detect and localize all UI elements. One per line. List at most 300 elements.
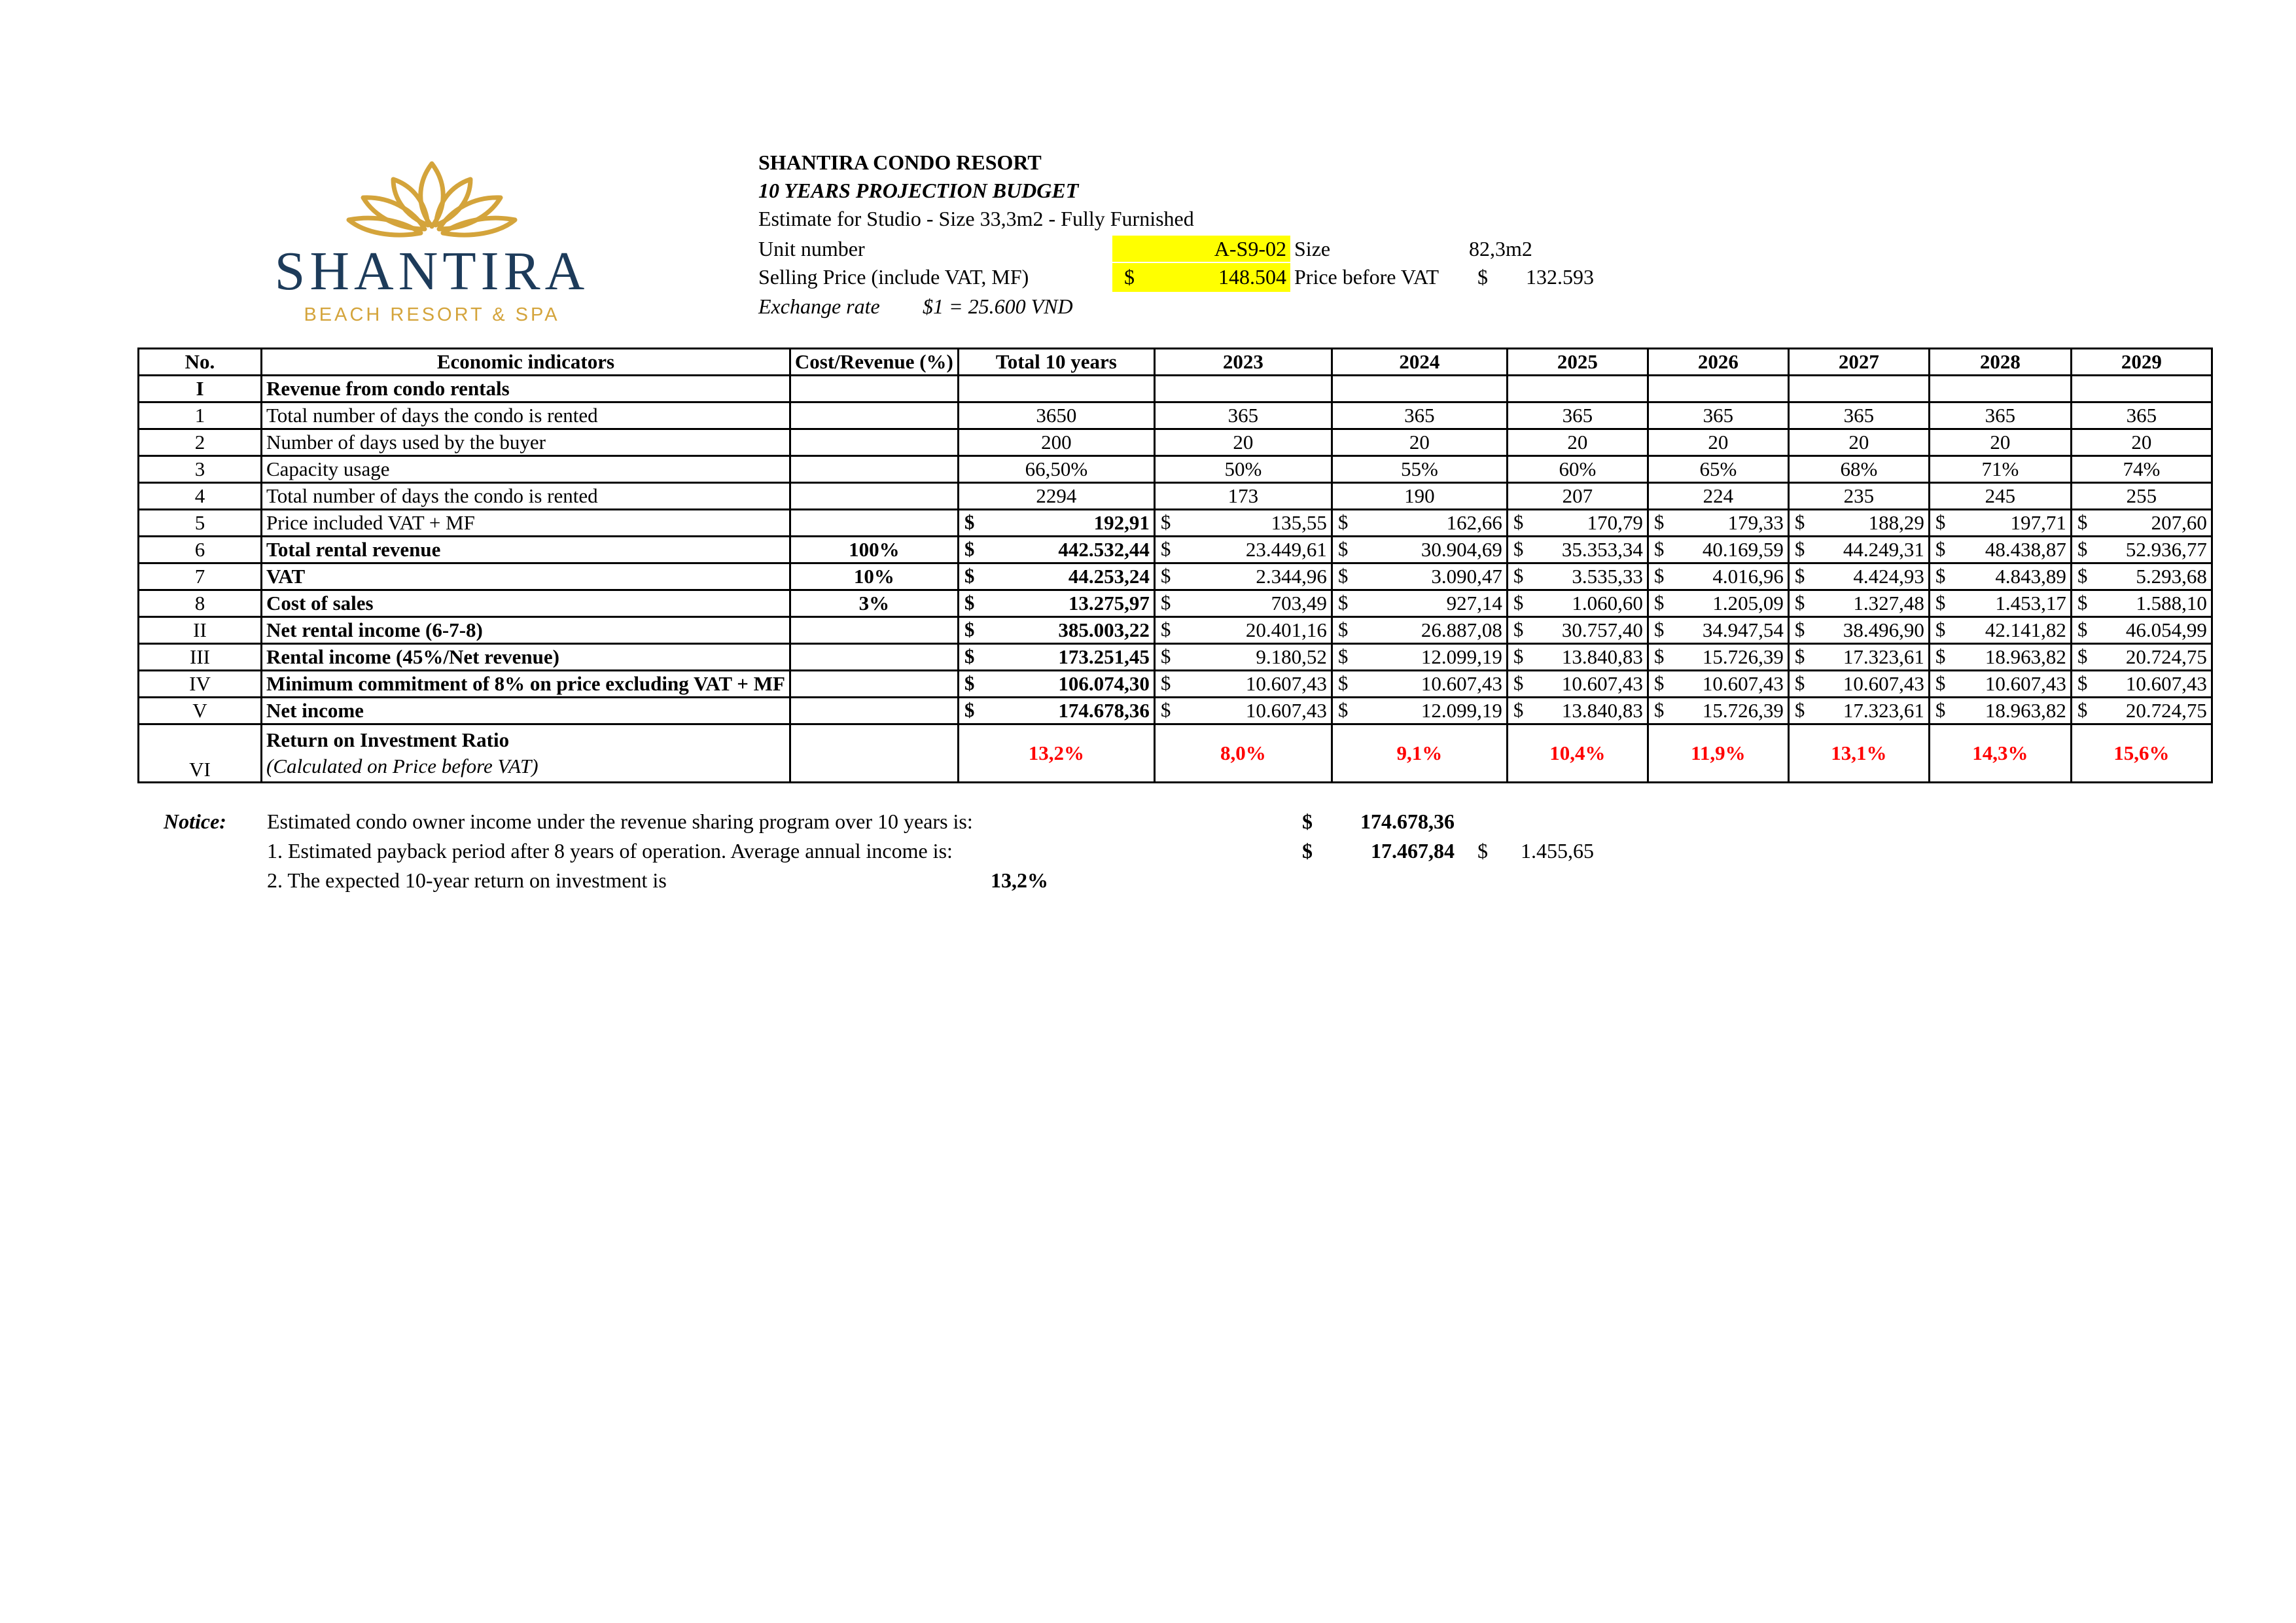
row-year-2029 [2071,644,2212,671]
row-year-2023 [1154,671,1332,698]
row-year-2026: 365 [1648,402,1788,429]
empty-cell [1929,376,2071,402]
row-year-2025 [1507,510,1648,537]
row-pct [790,644,958,671]
currency-symbol: $ [1513,618,1524,641]
table-row [139,590,2212,617]
currency-symbol: $ [2077,564,2088,587]
amount-value: 44.249,31 [1843,538,1924,561]
estimate-description: Estimate for Studio - Size 33,3m2 - Fully Furnished [758,207,1194,230]
amount-value: 3.535,33 [1572,565,1643,588]
row-year-2026: 224 [1648,483,1788,510]
row-total: 200 [958,429,1154,456]
table-row [139,510,2212,537]
row-total [958,617,1154,644]
currency-symbol: $ [1337,698,1349,721]
row-year-2029 [2071,698,2212,724]
row-year-2026: 11,9% [1648,724,1788,783]
row-year-2026: 20 [1648,429,1788,456]
currency-symbol: $ [1513,564,1524,587]
row-year-2027: 13,1% [1788,724,1929,783]
row-year-2024 [1332,698,1507,724]
currency-symbol: $ [1653,698,1665,721]
amount-value: 17.323,61 [1843,645,1924,668]
unit-value: A-S9-02 [1214,237,1286,260]
notice-monthly-value: 1.455,65 [1521,839,1594,863]
row-year-2029 [2071,590,2212,617]
amount-value: 30.904,69 [1421,538,1502,561]
exchange-rate-value: $1 = 25.600 VND [923,294,1073,318]
row-year-2029: 365 [2071,402,2212,429]
row-year-2029: 255 [2071,483,2212,510]
row-year-2028 [1929,510,2071,537]
amount-value: 5.293,68 [2136,565,2207,588]
row-no: 8 [139,590,262,617]
currency-symbol: $ [1160,671,1171,694]
row-total [958,671,1154,698]
amount-value: 10.607,43 [1561,672,1643,695]
row-year-2023 [1154,537,1332,563]
header-year-2029: 2029 [2071,349,2212,376]
header-no: No. [139,349,262,376]
row-no: 7 [139,563,262,590]
row-year-2028: 71% [1929,456,2071,483]
row-label: Total number of days the condo is rented [262,402,790,429]
size-value: 82,3m2 [1469,237,1532,260]
row-year-2024 [1332,671,1507,698]
currency-symbol: $ [1935,618,1946,641]
currency-symbol: $ [2077,698,2088,721]
row-year-2029: 20 [2071,429,2212,456]
amount-value: 48.438,87 [1985,538,2066,561]
row-year-2025 [1507,671,1648,698]
currency-symbol: $ [1513,537,1524,560]
amount-value: 927,14 [1446,592,1502,615]
currency-symbol: $ [1337,537,1349,560]
currency-symbol: $ [964,645,975,668]
row-total: 66,50% [958,456,1154,483]
amount-value: 44.253,24 [1068,565,1150,588]
row-year-2027: 365 [1788,402,1929,429]
row-year-2029 [2071,617,2212,644]
row-no: V [139,698,262,724]
row-year-2028 [1929,537,2071,563]
row-year-2024: 365 [1332,402,1507,429]
row-total [958,537,1154,563]
row-year-2027 [1788,563,1929,590]
row-year-2024: 9,1% [1332,724,1507,783]
projection-title: 10 YEARS PROJECTION BUDGET [758,179,1079,202]
roi-row [139,724,2212,783]
amount-value: 1.060,60 [1572,592,1643,615]
row-year-2024 [1332,563,1507,590]
row-year-2029 [2071,671,2212,698]
currency-symbol: $ [1160,645,1171,668]
empty-cell [1332,376,1507,402]
row-year-2029 [2071,537,2212,563]
row-no: 1 [139,402,262,429]
row-year-2023: 8,0% [1154,724,1332,783]
notice-line-1: Estimated condo owner income under the revenue sharing program over 10 years is: [267,810,973,833]
row-year-2023 [1154,698,1332,724]
section-row [139,376,2212,402]
currency-symbol: $ [1653,591,1665,614]
currency-symbol: $ [1935,645,1946,668]
amount-value: 20.724,75 [2125,645,2207,668]
row-year-2024 [1332,537,1507,563]
row-total [958,510,1154,537]
header-year-2027: 2027 [1788,349,1929,376]
amount-value: 10.607,43 [1421,672,1502,695]
amount-value: 10.607,43 [1245,699,1327,722]
row-year-2023 [1154,617,1332,644]
row-year-2027 [1788,590,1929,617]
amount-value: 10.607,43 [1843,672,1924,695]
amount-value: 13.840,83 [1561,699,1643,722]
amount-value: 42.141,82 [1985,618,2066,641]
amount-value: 4.016,96 [1712,565,1784,588]
currency-symbol: $ [1513,671,1524,694]
row-year-2026 [1648,617,1788,644]
empty-cell [1507,376,1648,402]
row-label: Capacity usage [262,456,790,483]
currency-symbol: $ [964,564,975,587]
currency-symbol: $ [1794,618,1805,641]
currency-symbol: $ [2077,671,2088,694]
currency-symbol: $ [1794,698,1805,721]
row-pct: 100% [790,537,958,563]
row-year-2023: 50% [1154,456,1332,483]
size-label: Size [1294,237,1331,260]
price-before-vat-label: Price before VAT [1294,265,1439,289]
currency-symbol: $ [1160,537,1171,560]
row-year-2025: 20 [1507,429,1648,456]
notice-line-2: 1. Estimated payback period after 8 years of operation. Average annual income is: [267,839,953,863]
currency-symbol: $ [2077,510,2088,533]
row-label: Number of days used by the buyer [262,429,790,456]
row-year-2023: 173 [1154,483,1332,510]
currency-symbol: $ [1160,564,1171,587]
amount-value: 174.678,36 [1058,699,1150,722]
empty-cell [2071,376,2212,402]
currency-symbol: $ [1513,645,1524,668]
row-year-2025 [1507,698,1648,724]
row-year-2024 [1332,617,1507,644]
currency-symbol: $ [1935,591,1946,614]
amount-value: 3.090,47 [1431,565,1502,588]
roi-label: Return on Investment Ratio [266,728,510,751]
currency-symbol: $ [1337,591,1349,614]
row-pct [790,456,958,483]
header-total: Total 10 years [958,349,1154,376]
row-year-2028 [1929,617,2071,644]
row-year-2028: 14,3% [1929,724,2071,783]
row-year-2023: 20 [1154,429,1332,456]
notice-label: Notice: [164,810,226,833]
amount-value: 10.607,43 [2125,672,2207,695]
row-year-2026: 65% [1648,456,1788,483]
row-year-2025 [1507,563,1648,590]
selling-price-value: 148.504 [1218,265,1286,289]
row-no: I [139,376,262,402]
row-year-2027: 235 [1788,483,1929,510]
row-year-2027 [1788,644,1929,671]
row-year-2023 [1154,644,1332,671]
row-year-2024: 55% [1332,456,1507,483]
row-no: 4 [139,483,262,510]
amount-value: 18.963,82 [1985,699,2066,722]
amount-value: 12.099,19 [1421,645,1502,668]
header-year-2024: 2024 [1332,349,1507,376]
row-year-2025 [1507,617,1648,644]
amount-value: 26.887,08 [1421,618,1502,641]
currency-symbol: $ [1337,618,1349,641]
row-year-2028 [1929,563,2071,590]
notice-line-3-value: 13,2% [991,868,1048,892]
amount-value: 9.180,52 [1256,645,1327,668]
amount-value: 35.353,34 [1561,538,1643,561]
amount-value: 135,55 [1271,511,1327,534]
empty-cell [790,376,958,402]
row-year-2026 [1648,698,1788,724]
row-no: 2 [139,429,262,456]
row-no: 6 [139,537,262,563]
row-pct [790,429,958,456]
currency-symbol: $ [1935,671,1946,694]
table-row [139,563,2212,590]
row-total [958,563,1154,590]
price-before-vat-value: 132.593 [1526,265,1594,289]
price-before-vat-currency: $ [1477,265,1488,289]
amount-value: 442.532,44 [1058,538,1150,561]
row-pct [790,617,958,644]
row-year-2029: 15,6% [2071,724,2212,783]
amount-value: 10.607,43 [1245,672,1327,695]
currency-symbol: $ [1160,698,1171,721]
currency-symbol: $ [1653,671,1665,694]
row-year-2027 [1788,617,1929,644]
row-no: II [139,617,262,644]
currency-symbol: $ [1794,564,1805,587]
amount-value: 34.947,54 [1702,618,1784,641]
row-pct [790,671,958,698]
row-year-2025: 207 [1507,483,1648,510]
row-year-2025 [1507,644,1648,671]
currency-symbol: $ [964,618,975,641]
header-indicator: Economic indicators [262,349,790,376]
amount-value: 1.327,48 [1853,592,1924,615]
row-year-2026 [1648,537,1788,563]
header-year-2023: 2023 [1154,349,1332,376]
amount-value: 4.843,89 [1995,565,2066,588]
amount-value: 188,29 [1868,511,1924,534]
notice-line-1-currency: $ [1302,810,1313,833]
currency-symbol: $ [2077,645,2088,668]
row-year-2028: 20 [1929,429,2071,456]
row-year-2026 [1648,590,1788,617]
amount-value: 2.344,96 [1256,565,1327,588]
amount-value: 173.251,45 [1058,645,1150,668]
amount-value: 207,60 [2151,511,2207,534]
amount-value: 179,33 [1727,511,1784,534]
currency-symbol: $ [1653,510,1665,533]
amount-value: 162,66 [1446,511,1502,534]
currency-symbol: $ [1337,510,1349,533]
row-label: Revenue from condo rentals [262,376,790,402]
currency-symbol: $ [2077,618,2088,641]
currency-symbol: $ [1513,510,1524,533]
row-year-2028 [1929,671,2071,698]
currency-symbol: $ [1794,671,1805,694]
row-label: Cost of sales [262,590,790,617]
row-year-2025: 60% [1507,456,1648,483]
row-no: IV [139,671,262,698]
table-row [139,537,2212,563]
row-label: Net rental income (6-7-8) [262,617,790,644]
table-row [139,644,2212,671]
currency-symbol: $ [1653,645,1665,668]
currency-symbol: $ [1337,645,1349,668]
row-pct [790,402,958,429]
amount-value: 17.323,61 [1843,699,1924,722]
empty-cell [1154,376,1332,402]
row-pct [790,724,958,783]
row-year-2023 [1154,590,1332,617]
amount-value: 52.936,77 [2125,538,2207,561]
amount-value: 170,79 [1587,511,1643,534]
amount-value: 703,49 [1271,592,1327,615]
row-year-2024 [1332,510,1507,537]
amount-value: 1.453,17 [1995,592,2066,615]
currency-symbol: $ [964,591,975,614]
row-year-2025 [1507,537,1648,563]
row-year-2023 [1154,563,1332,590]
amount-value: 192,91 [1093,511,1150,534]
selling-price-label: Selling Price (include VAT, MF) [758,265,1029,289]
row-year-2027 [1788,671,1929,698]
row-pct: 3% [790,590,958,617]
row-no: 3 [139,456,262,483]
currency-symbol: $ [1653,537,1665,560]
amount-value: 20.401,16 [1245,618,1327,641]
table-header-row [139,349,2212,376]
table-row [139,402,2212,429]
header-year-2028: 2028 [1929,349,2071,376]
row-year-2024 [1332,644,1507,671]
row-pct: 10% [790,563,958,590]
amount-value: 13.275,97 [1068,592,1150,615]
notice-line-1-value: 174.678,36 [1360,810,1455,833]
row-year-2029 [2071,563,2212,590]
row-year-2027 [1788,510,1929,537]
currency-symbol: $ [1794,645,1805,668]
row-pct [790,698,958,724]
currency-symbol: $ [964,510,975,533]
currency-symbol: $ [1160,591,1171,614]
row-year-2025: 10,4% [1507,724,1648,783]
amount-value: 15.726,39 [1702,699,1784,722]
row-year-2025 [1507,590,1648,617]
row-pct [790,483,958,510]
row-label: Price included VAT + MF [262,510,790,537]
currency-symbol: $ [964,698,975,721]
amount-value: 20.724,75 [2125,699,2207,722]
currency-symbol: $ [1935,698,1946,721]
header-year-2026: 2026 [1648,349,1788,376]
row-year-2024: 190 [1332,483,1507,510]
row-year-2029: 74% [2071,456,2212,483]
currency-symbol: $ [964,671,975,694]
logo-brand: SHANTIRA [274,241,590,302]
table-row [139,671,2212,698]
amount-value: 13.840,83 [1561,645,1643,668]
row-year-2027: 20 [1788,429,1929,456]
currency-symbol: $ [1935,564,1946,587]
row-year-2023: 365 [1154,402,1332,429]
table-row [139,698,2212,724]
logo [265,157,599,327]
currency-symbol: $ [1160,618,1171,641]
empty-cell [958,376,1154,402]
currency-symbol: $ [1653,618,1665,641]
row-label: Total rental revenue [262,537,790,563]
empty-cell [1648,376,1788,402]
amount-value: 12.099,19 [1421,699,1502,722]
currency-symbol: $ [2077,591,2088,614]
roi-sublabel: (Calculated on Price before VAT) [266,755,539,777]
row-year-2027: 68% [1788,456,1929,483]
lotus-icon [265,157,599,249]
amount-value: 23.449,61 [1245,538,1327,561]
row-year-2027 [1788,698,1929,724]
notice-line-2-value: 17.467,84 [1371,839,1455,863]
table-row [139,617,2212,644]
row-year-2028 [1929,590,2071,617]
row-label: Rental income (45%/Net revenue) [262,644,790,671]
amount-value: 197,71 [2010,511,2066,534]
amount-value: 10.607,43 [1702,672,1784,695]
row-year-2028 [1929,644,2071,671]
row-label: Minimum commitment of 8% on price excluding VAT + MF [262,671,790,698]
row-year-2028 [1929,698,2071,724]
resort-name: SHANTIRA CONDO RESORT [758,151,1042,174]
row-total: 13,2% [958,724,1154,783]
projection-table [137,348,2213,783]
currency-symbol: $ [1935,510,1946,533]
currency-symbol: $ [964,537,975,560]
amount-value: 1.205,09 [1712,592,1784,615]
row-year-2026 [1648,510,1788,537]
amount-value: 18.963,82 [1985,645,2066,668]
row-total [958,644,1154,671]
row-label: Total number of days the condo is rented [262,483,790,510]
amount-value: 40.169,59 [1702,538,1784,561]
row-year-2025: 365 [1507,402,1648,429]
amount-value: 30.757,40 [1561,618,1643,641]
currency-symbol: $ [1513,698,1524,721]
row-year-2023 [1154,510,1332,537]
row-total [958,698,1154,724]
currency-symbol: $ [2077,537,2088,560]
notice-line-2-currency: $ [1302,839,1313,863]
currency-symbol: $ [1935,537,1946,560]
row-year-2026 [1648,644,1788,671]
notice-monthly-currency: $ [1477,839,1488,863]
currency-symbol: $ [1337,564,1349,587]
header-cost-revenue: Cost/Revenue (%) [790,349,958,376]
projection-table-body [139,349,2212,783]
selling-price-currency: $ [1124,265,1135,289]
